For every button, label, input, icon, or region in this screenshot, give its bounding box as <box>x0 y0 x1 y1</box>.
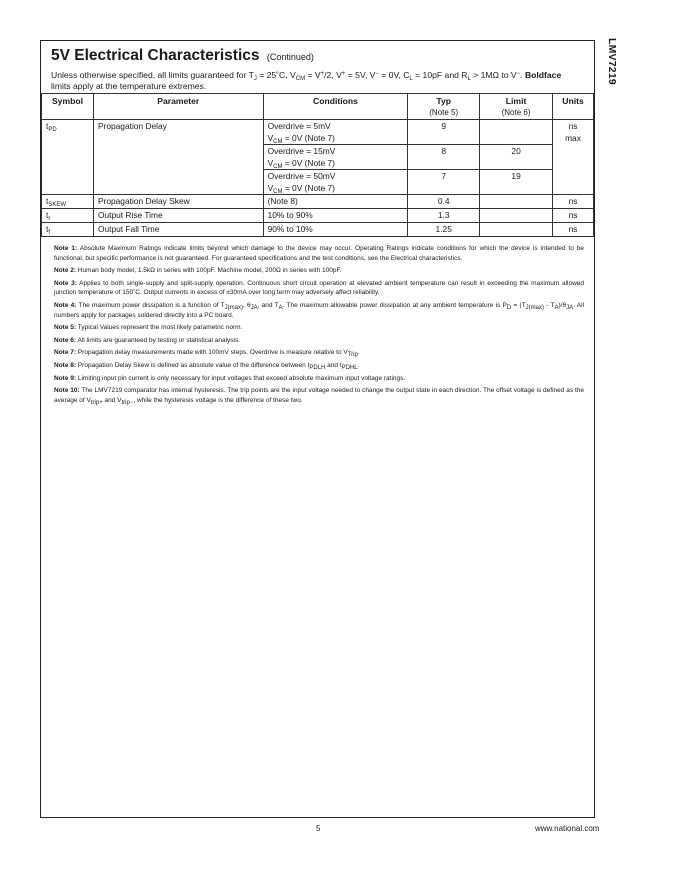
note-4: Note 4: The maximum power dissipation is a function of $T_{J(max)}$, $\theta_{JA}$, and $T_A$. The maximum allowable power dissipation at any ambient temperature is $P_D = (T_{J(max)} - T_A)/\theta_{JA}$. All numbers apply for packages soldered directly into a PC board. <box>54 301 584 319</box>
units-tpd: ns max <box>553 120 594 195</box>
note-9: Note 9: Limiting input pin current is only necessary for input voltages that exceed absolute maximum input voltage ratings. <box>54 374 406 382</box>
symbol-tf: $t_f$ <box>42 223 94 237</box>
limit-value <box>480 209 553 223</box>
note-5: Note 5: Typical Values represent the most likely parametric norm. <box>54 324 243 332</box>
symbol-tr: $t_r$ <box>42 209 94 223</box>
limit-value <box>480 120 553 145</box>
parameter-fall-time: Output Fall Time <box>93 223 263 237</box>
parameter-propagation-delay: Propagation Delay <box>93 120 263 195</box>
header-conditions: Conditions <box>263 94 408 120</box>
units-value: ns <box>553 195 594 209</box>
limit-value <box>480 195 553 209</box>
note-7: Note 7: Propagation delay measurements made with 100mV steps. Overdrive is measure relative to $V_{Trip}$. <box>54 349 360 359</box>
table-row <box>42 223 594 237</box>
footer-website-link[interactable]: www.national.com <box>535 824 600 833</box>
note-10: Note 10: The LMV7219 comparator has internal hysteresis. The trip points are the input voltage needed to change the output state in each direction. The offset voltage is defined as the average of $V_{trip+}$ and $V_{trip-}$, while the hysteresis voltage is the difference of these two. <box>54 387 584 406</box>
condition-cell: Overdrive = 15mV $V_{CM} = 0V$ (Note 7) <box>263 145 408 170</box>
symbol-tpd: $t_{PD}$ <box>42 120 94 195</box>
table-row <box>42 195 594 209</box>
notes-section <box>54 244 584 408</box>
section-title: 5V Electrical Characteristics (Continued) <box>51 47 314 64</box>
note-3: Note 3: Applies to both single-supply and split-supply operation. Continuous short circuit operation at elevated ambient temperature can result in exceeding the maximum allowed junction temperature of 150˚C. Output currents in excess of ±30mA over long term may adversely affect reliability. <box>54 279 585 297</box>
note-8: Note 8: Propagation Delay Skew is defined as absolute value of the difference between $t_{PDLH}$ and $t_{PDHL}$. <box>54 361 360 371</box>
typ-value: 7 <box>408 170 480 195</box>
limit-value <box>480 223 553 237</box>
table-row <box>42 120 594 145</box>
conditions-intro: Unless otherwise specified, all limits guaranteed for $T_J$ = 25˚C, $V_{CM} = V^+/2$, V+ = 5V, V− = 0V, $C_L = 10pF$ and $R_L > 1M\Omega$ to V−. Boldface limits apply at the temperature extremes. <box>51 70 562 91</box>
table-row <box>42 209 594 223</box>
note-2: Note 2: Human body model, 1.5kΩ in series with 100pF. Machine model, 200Ω in series with 100pF. <box>54 267 342 275</box>
typ-value: 1.25 <box>408 223 480 237</box>
part-number-side-label: LMV7219 <box>606 38 618 85</box>
header-symbol: Symbol <box>42 94 94 120</box>
typ-value: 0.4 <box>408 195 480 209</box>
typ-value: 8 <box>408 145 480 170</box>
title-suffix: (Continued) <box>266 52 314 62</box>
condition-cell: (Note 8) <box>263 195 408 209</box>
page-number: 5 <box>316 824 321 833</box>
typ-value: 9 <box>408 120 480 145</box>
limit-value: 20 <box>480 145 553 170</box>
header-limit: Limit (Note 6) <box>480 94 553 120</box>
electrical-characteristics-table <box>41 93 594 237</box>
condition-cell: 10% to 90% <box>263 209 408 223</box>
typ-value: 1.3 <box>408 209 480 223</box>
symbol-tskew: $t_{SKEW}$ <box>42 195 94 209</box>
table-header-row <box>42 94 594 120</box>
condition-cell: 90% to 10% <box>263 223 408 237</box>
note-6: Note 6: All limits are guaranteed by testing or statistical analysis. <box>54 336 241 344</box>
parameter-rise-time: Output Rise Time <box>93 209 263 223</box>
condition-cell: Overdrive = 50mV $V_{CM} = 0V$ (Note 7) <box>263 170 408 195</box>
units-value: ns <box>553 209 594 223</box>
units-value: ns <box>553 223 594 237</box>
limit-value: 19 <box>480 170 553 195</box>
note-1: Note 1: Absolute Maximum Ratings indicate limits beyond which damage to the device may occur. Operating Ratings indicate conditions for which the device is intended to be functional, but specific performance is not guaranteed. For guaranteed specifications and the test conditions, see the Electrical characteristics. <box>54 245 585 262</box>
condition-cell: Overdrive = 5mV $V_{CM} = 0V$ (Note 7) <box>263 120 408 145</box>
header-parameter: Parameter <box>93 94 263 120</box>
header-typ: Typ (Note 5) <box>408 94 480 120</box>
parameter-skew: Propagation Delay Skew <box>93 195 263 209</box>
header-units: Units <box>553 94 594 120</box>
